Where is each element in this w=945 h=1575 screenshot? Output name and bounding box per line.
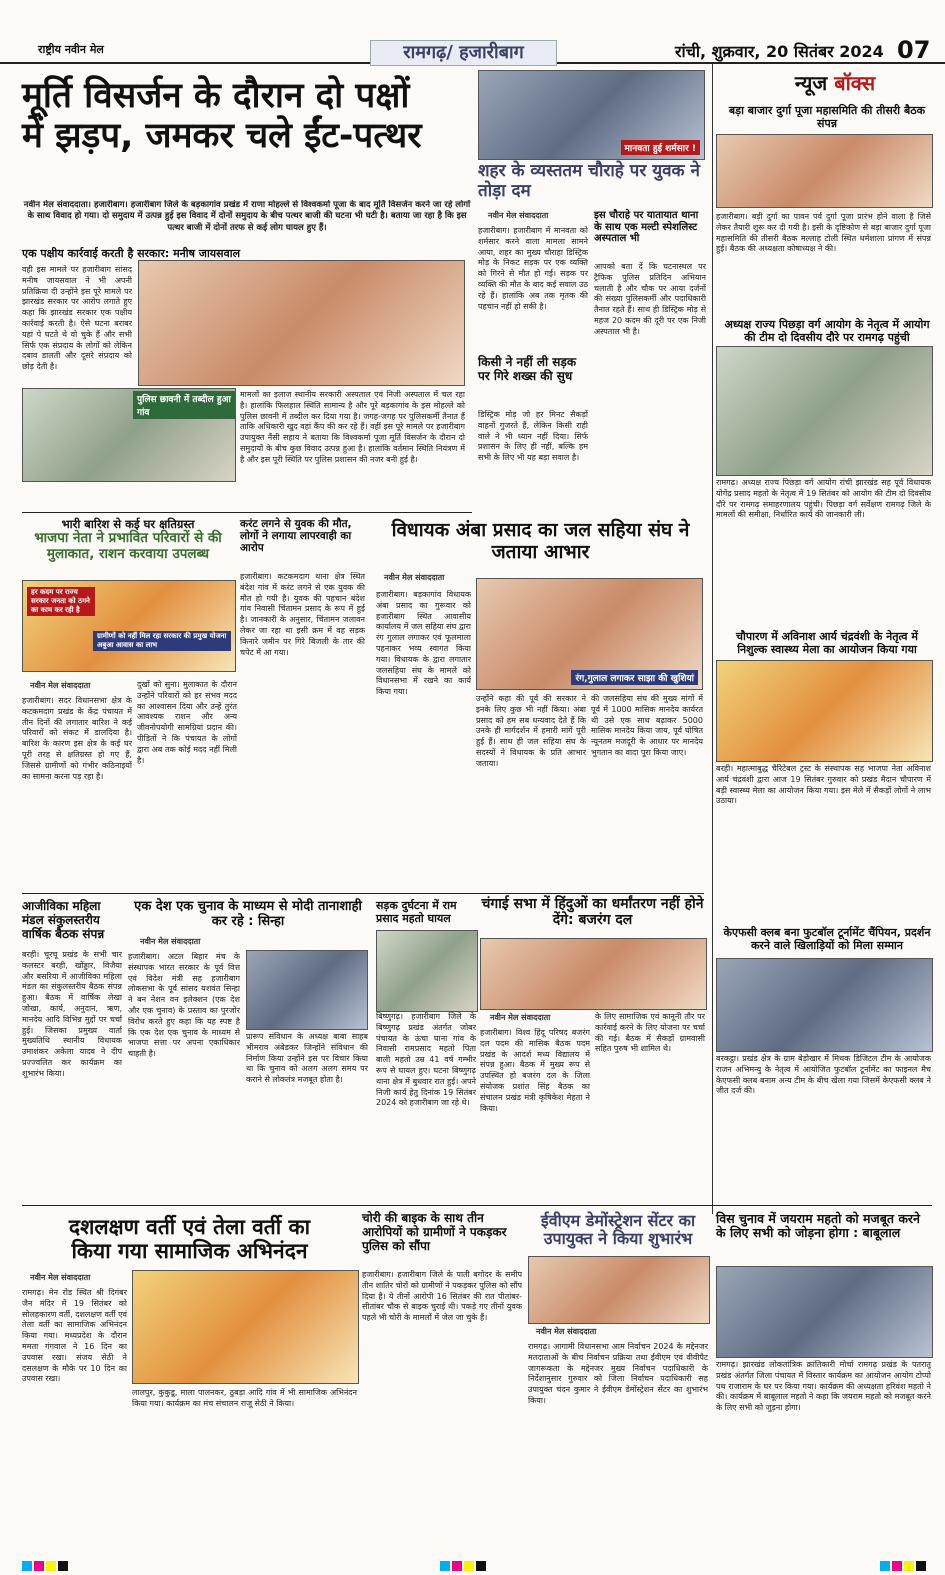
accident-body: बिष्णुगढ़। हजारीबाग जिले के बिष्णुगढ़ प्रखंड अंतर्गत जोबर पंचायत के ऊंचा घाना गांव के निवासी रामप्रसाद महतो पिता बाली महतो उम्र 41 वर्ष गम्भीर रूप से घायल हुए। घटना बिष्णुगढ़ थाना क्षेत्र में बुधवार रात हुई। अपने निजी कार्य हेतु दिनांक 19 सितंबर 2024 को हजारीबाग जा रहे थे।: [376, 1012, 476, 1108]
rain-inset2: ग्रामीणों को नहीं मिल रहा सरकार की प्रमुख योजना अबुआ आवास का लाभ: [93, 631, 231, 651]
bajrang-body: हजारीबाग। विश्व हिंदू परिषद बजरंग दल पदम की मासिक बैठक पदम प्रखंड के आदर्श मध्य विद्यालय में संपन्न हुआ। बैठक में मुख्य रूप से उपस्थित हो बजरंग दल के जिला संयोजक प्रशांत सिंह बैठक का संचालन प्रखंड मंत्री कृषिकेश मेहता ने किया।: [480, 1028, 590, 1113]
rain-headline[interactable]: [22, 518, 234, 562]
lead-headline-line1: मूर्ति विसर्जन के दौरान दो पक्षों: [22, 76, 410, 116]
news-item3-photo: [716, 660, 933, 762]
lead-intro: नवीन मेल संवाददाता। हजारीबाग। हजारीबाग जिले के बड़कागांव प्रखंड में राणा मोहल्ले से विश्वकर्मा पूजा के बाद मूर्ति विसर्जन करने जा रहे लोगों के साथ विवाद हो गया। दो समुदाय में उत्पन्न हुई इस विवाद में दोनों समुदाय के बीच पत्थर बाजी की घटना भी घटी है। बताया जा रहा है कि इस पत्थर बाजी में दोनों तरफ से कई लोग घायल हुए हैं।: [23, 200, 471, 233]
evm-headline[interactable]: ईवीएम डेमोंस्ट्रेशन सेंटर का उपायुक्त ने किया शुभारंभ: [540, 1211, 696, 1249]
bajrang-headline[interactable]: चंगाई सभा में हिंदुओं का धर्मांतरण नहीं होने देंगे: बजरंग दल: [481, 896, 704, 929]
rain-photo: [22, 580, 236, 672]
dashlakshan-headline[interactable]: [22, 1215, 357, 1263]
news-item2-body: रामगढ़। अध्यक्ष राज्य पिछड़ा वर्ग आयोग रांची झारखंड सह पूर्व विधायक योगेंद्र प्रसाद महतो के नेतृत्व में 19 सितंबर को आयोग की टीम दो दिवसीय दौरे पर रामगढ़ समाहरणालय पहुंची। पिछड़ा वर्ग सर्वेक्षण रामगढ़ जिले के मामलों की समीक्षा, निर्धारित कार्य की जानकारी ली।: [716, 478, 931, 520]
news-item1-photo: [716, 134, 933, 208]
sinha-body: हजारीबाग। अटल बिहार मंच के संस्थापक भारत सरकार के पूर्व वित्त एवं विदेश मंत्री सह हजारीबाग लोकसभा के पूर्व सांसद यशवंत सिन्हा ने बन नेशन वन इलेक्शन (एक देश और एक चुनाव) के प्रस्ताव का पुरजोर विरोध करते हुए कहा कि यह स्पष्ट है कि एक देश एक चुनाव के माध्यम से भाजपा सत्ता पर अपना एकाधिकार चाहती है।: [128, 952, 240, 1059]
dashlakshan-body: रामगढ़। मेन रोड स्थित श्री दिगंबर जैन मंदिर में 19 सितंबर को सोलहकारण वर्ती, दशलक्षण वर्ती एवं तेला वर्ती का सामाजिक अभिनंदन किया गया। मध्यप्रदेश के दौरान ममता गंगवाल ने 16 दिन का उपवास रखा। संजय सेठी ने दसलक्षण के मौके पर 10 दिन का उपवास रखा।: [22, 1288, 127, 1384]
lead-body2: मामलों का इलाज स्थानीय सरकारी अस्पताल एवं निजी अस्पताल में चल रहा है। हालांकि फिलहाल स्थिति सामान्य है और पूरे बड़कागांव के इस मोहल्ले को पुलिस छावनी में तब्दील कर दिया गया है। जगह-जगह पर पुलिसकर्मी तैनात हैं ताकि अधिकारी खुद वहां कैंप की कर रहे हैं। वहीं इस पूरे मामले पर हजारीबाग उपायुक्त नैंसी सहाय ने बताया कि विश्वकर्मा पूजा मूर्ति विसर्जन के दौरान दो समुदायों के बीच कुछ विवाद उत्पन्न हुआ है। हालांकि वर्तमान स्थिति नियंत्रण में है और इस पूरी स्थिति पर पुलिस प्रशासन की नजर बनी हुई है।: [240, 390, 465, 464]
babulal-headline[interactable]: विस चुनाव में जयराम महतो को मजबूत करने के लिए सभी को जोड़ना होगा : बाबूलाल: [716, 1211, 920, 1241]
dashlakshan-photo: [132, 1270, 359, 1384]
bajrang-body-b: के लिए सामाजिक एवं कानूनी तौर पर कार्रवाई करने के लिए योजना पर चर्चा की गई। बैठक में सैकड़ों ग्रामवासी सहित पुरुष भी शामिल थे।: [595, 1012, 705, 1054]
news-box-title-b: बॉक्स: [834, 71, 876, 95]
rain-body-b: दुखों को सुना। मुलाकात के दौरान उन्होंने परिवारों को हर संभव मदद का आश्वासन दिया और उन्हें तुरंत आवश्यक राशन और अन्य जीवनोपयोगी सामग्रियां प्रदान की। पीड़ितों ने कि पंचायत के लोगों द्वारा अब तक कोई मदद नहीं मिली है।: [137, 680, 237, 765]
news-box-title: [740, 72, 930, 95]
bajrang-photo: [480, 938, 707, 1010]
center-byline: नवीन मेल संवाददाता: [488, 211, 549, 220]
news-item4-body: बरकट्ठा। प्रखंड क्षेत्र के ग्राम बेड़ोखार में मिथक डिजिटल टीम के आयोजक राजन अभिमन्यु के नेतृत्व में आयोजित फुटबॉल टूर्नामेंट का फाइनल मैच केएफसी क्लब बनाम अन्य टीम के बीच खेला गया जिसमें केएफसी क्लब ने जीत दर्ज की।: [716, 1054, 931, 1096]
center-sidebody: आपको बता दें कि घटनास्थल पर ट्रैफिक पुलिस प्रतिदिन अभियान चलाती है और चौक पर आया दर्जनों की संख्या पुलिसकर्मी और पदाधिकारी तैनात रहते हैं। साथ ही डिस्ट्रिक मोड़ से महज 20 कदम की दूरी पर एक निजी अस्पताल भी है।: [594, 262, 706, 336]
theft-body: हजारीबाग। हजारीबाग जिले के पाती बगोदर के समीप तीन शातिर चोरों को ग्रामीणों ने पकड़कर पुलिस को सौंप दिया है। ये तीनों आरोपी 16 सितंबर की रात पीतांबर-सीतांबर चौक से बाइक चुराई थी। पकड़े गए तीनों युवक पहले भी चोरी के मामलों में जेल जा चुके हैं।: [362, 1270, 522, 1323]
babulal-photo: [716, 1266, 933, 1358]
evm-photo: [528, 1256, 710, 1324]
center-sidehead: इस चौराहे पर यातायात थाना के साथ एक मल्टी स्पेशलिस्ट अस्पताल भी: [594, 210, 699, 244]
dateline: रांची, शुक्रवार, 20 सितंबर 2024: [675, 42, 884, 61]
mla-photo-caption: रंग,गुलाल लगाकर साझा की खुशियां: [571, 670, 698, 685]
lead-headline[interactable]: [22, 76, 472, 157]
lead-photo-caption: पुलिस छावनी में तब्दील हुआ गांव: [133, 391, 235, 419]
sinha-body-b: प्रारूप संविधान के अध्यक्ष बाबा साहब भीमराव अंबेडकर जिन्होंने संविधान की निर्माण किया उन्होंने इस पर विचार किया था कि चुनाव को अलग अलग समय पर कराने से लोकतंत्र मजबूत होता है।: [246, 1032, 368, 1085]
mla-photo: [476, 578, 703, 690]
mla-body-b: उन्होंने कहा की पूर्व की सरकार ने इनके लिए कुछ भी नहीं किया। अंबा प्रसाद को हम सब धन्यवाद देते हैं कि उनके ही मार्गदर्शन में हमारी मांगें पूरी हुई हैं। साथ ही जल सहिया संघ के सदस्यों ने विधायक के प्रति आभार जताया।: [476, 694, 586, 768]
bajrang-byline: नवीन मेल संवाददाता: [490, 1013, 551, 1022]
dashlakshan-headline-line1: दशलक्षण वर्ती एवं तेला वर्ती का: [68, 1215, 311, 1239]
page-number: 07: [897, 36, 931, 64]
sinha-photo: [246, 950, 368, 1030]
news-item1-head[interactable]: बड़ा बाजार दुर्गा पूजा महासमिति की तीसरी बैठक संपन्न: [728, 104, 926, 131]
dashlakshan-byline: नवीन मेल संवाददाता: [30, 1273, 91, 1282]
print-color-marks: [880, 1556, 928, 1575]
current-body: हजारीबाग। कटकमदाग थाना क्षेत्र स्थित बंदेश गांव में करंट लगने से एक युवक की मौत हो गयी है। युवक की पहचान बंदेश गांव निवासी चिंतामन प्रसाद के रूप में हुई है। जानकारी के अनुसार, चिंतामन जलावन लेकर जा रहा था इसी क्रम में वह सड़क किनारे जमीन पर गिरे बिजली के तार की चपेट में आ गया।: [240, 572, 365, 657]
evm-byline: नवीन मेल संवाददाता: [536, 1327, 597, 1336]
lead-photo-leaders: [138, 260, 465, 386]
column-rule: [712, 64, 713, 1214]
rain-headline-line2: भाजपा नेता ने प्रभावित परिवारों से की मुलाकात, राशन करवाया उपलब्ध: [34, 530, 222, 562]
section-tab[interactable]: रामगढ़/ हजारीबाग: [370, 40, 557, 66]
print-color-marks: [440, 1556, 488, 1575]
news-item4-head[interactable]: केएफसी क्लब बना फुटबॉल टूर्नामेंट चैंपियन, प्रदर्शन करने वाले खिलाड़ियों को मिला सम्मान: [723, 926, 931, 953]
news-item3-head[interactable]: चौपारण में अविनाश आर्य चंद्रवंशी के नेतृत्व में निशुल्क स्वास्थ्य मेला का आयोजन किया गया: [736, 630, 918, 657]
mla-body-c: की जलसहिया संघ की मुख्य मांगों में पूर्व में 1000 मासिक मानदेय कार्यरत थी उसे एक साथ बढ़ाकर 5000 मासिक मानदेय किया जाय, पूर्व घोषित न्यूनतम मजदूरी के आधार पर मानदेय भुगतान का वादा पूरा किया जाए।: [591, 694, 703, 757]
aajeevika-body: बरही। चूरचू प्रखंड के सभी चार कलस्टर बरही, खोंड्डार, विजैया और बसरिया में आजीविका महिला मंडल का संकुलस्तरीय बैठक संपन्न हुआ। बैठक में वार्षिक लेखा जोखा, कार्य, अनुदान, ऋण, मानदेय आदि विभिन्न मुद्दों पर चर्चा हुई। जिसका प्रमुख्य वार्ता मुख्यतिथि स्थानीय विधायक उमाशंकर अकेला यादव ने दीप प्रज्ज्वलित कर कार्यक्रम का शुभारंभ किया।: [22, 950, 122, 1078]
news-box-title-a: न्यूज: [794, 71, 835, 95]
mla-byline: नवीन मेल संवाददाता: [384, 573, 445, 582]
news-item3-body: बरही। महात्माबुद्ध चैरिटेबल ट्रस्ट के संस्थापक सह भाजपा नेता अविनाश आर्य चंद्रवंशी द्वारा आज 19 सितंबर गुरुवार को प्रखंड मैदान चौपारण में बड़ी स्वास्थ्य मेला का आयोजन किया गया। इस मेले में सैकड़ों लोगों ने लाभ उठाया।: [716, 764, 931, 806]
mla-headline[interactable]: विधायक अंबा प्रसाद का जल सहिया संघ ने जताया आभार: [391, 519, 690, 563]
center-headline[interactable]: शहर के व्यस्ततम चौराहे पर युवक ने तोड़ा दम: [478, 161, 700, 201]
theft-headline[interactable]: चोरी की बाइक के साथ तीन आरोपियों को ग्रामीणों ने पकड़कर पुलिस को सौंपा: [362, 1211, 507, 1253]
lead-body1: वही इस मामले पर हजारीबाग सांसद मनीष जायसवाल ने भी अपनी प्रतिक्रिया दी उन्होंने इस पूरे मामले पर झारखंड सरकार पर आरोप लगाते हुए कहा कि झारखंड सरकार एक पक्षीय कार्रवाई करती है। ऐसे घटना बराबर यहां पे घटते थे वो चुके हैं और सभी सिर्फ एक संप्रदाय के लोगों को लेकिन दबाव डालती और दूसरे संप्रदाय को छोड़ देती है।: [22, 265, 132, 372]
center-photo: [478, 70, 705, 160]
evm-body: रामगढ़। आगामी विधानसभा आम निर्वाचन 2024 के मद्देनजर मतदाताओं के बीच निर्वाचन प्रक्रिया तथा ईवीएम एवं वीवीपैट जागरूकता के मद्देनजर मुख्य निर्वाचन पदाधिकारी के निर्देशानुसार गुरुवार को जिला निर्वाचन पदाधिकारी सह उपायुक्त चंदन कुमार ने ईवीएम डेमोंस्ट्रेशन सेंटर का शुभारंभ किया।: [528, 1342, 708, 1405]
divider: [22, 893, 704, 894]
brand-name: राष्ट्रीय नवीन मेल: [38, 43, 104, 56]
center-body2: डिस्ट्रिक मोड़ जो हर मिनट सैकड़ों वाहनों गुजरते हैं, लेकिन किसी राही वाले ने भी ध्यान नहीं दिया। सिर्फ प्रशासन के लिए ही नहीं, बल्कि हम सभी के लिए भी यह बड़ा सवाल है।: [478, 410, 588, 463]
babulal-body: रामगढ़। झारखंड लोकतांत्रिक क्रांतिकारी मोर्चा रामगढ़ प्रखंड के पतरातू प्रखंड अंतर्गत जिला पंचायत में विस्तार कार्यक्रम का आयोजन आयोग टोप्पो पथ राजाराम के घर पर किया गया। कार्यक्रम की अध्यक्षता हरिवंश महतो ने की। कार्यक्रम में बाबूलाल महतो ने कहा कि जयराम महतो को मजबूत करने के लिए सभी को जुड़ना होगा।: [716, 1360, 931, 1413]
lead-photo-police: [22, 388, 236, 482]
center-subhead: किसी ने नहीं ली सड़क पर गिरे शख्स की सुध: [478, 355, 577, 383]
rain-body: हजारीबाग। सदर विधानसभा क्षेत्र के कटकमदाग प्रखंड के केंद्र पंचायत में तीन दिनों की लगातार बारिश ने कई परिवारों को संकट में डालदिया है। बारिश के कारण इस क्षेत्र के कई घर पूरी तरह से क्षतिग्रस्त हो गए हैं, जिससे ग्रामीणों को गंभीर कठिनाइयों का सामना करना पड़ रहा है।: [22, 696, 132, 781]
divider: [22, 512, 472, 513]
news-item2-photo: [716, 346, 933, 476]
dashlakshan-headline-line2: किया गया सामाजिक अभिनंदन: [71, 1239, 308, 1264]
current-headline[interactable]: करंट लगने से युवक की मौत, लोगों ने लगाया लापरवाही का आरोप: [240, 518, 352, 555]
news-item1-body: हजारीबाग। बड़ी दुर्गा का पावन पर्व दुर्गा पूजा प्रारंभ होने वाला है जिसे लेकर तैयारी शुरू कर दी गयी है। इसी के दृष्टिकोण से बड़ा बाजार दुर्गा पूजा महासमिति की तीसरी बैठक मल्लाह टोली स्थित धर्मशाला प्रांगण में संपन्न हुई। बैठक की अध्यक्षता कोषाध्यक्ष ने की।: [716, 212, 931, 254]
sinha-headline[interactable]: एक देश एक चुनाव के माध्यम से मोदी तानाशाही कर रहे : सिन्हा: [134, 899, 362, 929]
center-photo-caption: मानवता हुई शर्मसार !: [621, 140, 700, 155]
accident-headline[interactable]: सड़क दुर्घटना में राम प्रसाद महतो घायल: [376, 899, 457, 925]
mla-body: हजारीबाग। बड़कागांव विधायक अंबा प्रसाद का गुरूवार को हजारीबाग स्थित आवासीय कार्यालय में जल सहिया संघ द्वारा रंग गुलाल लगाकर एवं फूलमाला पहनाकर भव्य स्वागत किया गया। विधायक के द्वारा लगातार जलसहिया संघ के मामले को विधानसभा में रखने का कार्य किया गया।: [376, 590, 471, 697]
divider: [22, 1205, 932, 1206]
lead-subhead: एक पक्षीय कार्रवाई करती है सरकार: मनीष जायसवाल: [22, 247, 241, 260]
dashlakshan-body-b: लालपुर, कुकुडू, माला पालनकर, ठुबड़ा आदि गांव में भी सामाजिक अभिनंदन किया गया। कार्यक्रम का मंच संचालन राजू सेठी ने किया।: [132, 1388, 357, 1408]
sinha-byline: नवीन मेल संवाददाता: [140, 937, 201, 946]
center-body: हजारीबाग। हजारीबाग में मानवता को शर्मसार करने वाला मामला सामने आया, शहर का मुख्य चौराहा डिस्ट्रिक मोड़ के निकट सड़क पर एक व्यक्ति को गिरने से मौत हो गई। सड़क पर व्यक्ति की मौत के बाद कई सवाल उठ रहे हैं। हालांकि अब तक मृतक की पहचान नहीं हो सकी है।: [478, 226, 588, 311]
rain-headline-line1: भारी बारिश से कई घर क्षतिग्रस्त: [61, 517, 195, 531]
print-color-marks: [22, 1556, 70, 1575]
rain-byline: नवीन मेल संवाददाता: [30, 681, 91, 690]
accident-photo: [376, 930, 478, 1012]
rain-inset1: हर कदम पर राज्य सरकार जनता को ठगने का काम कर रही है: [27, 587, 95, 616]
aajeevika-headline[interactable]: आजीविका महिला मंडल संकुलस्तरीय वार्षिक बैठक संपन्न: [22, 899, 105, 941]
news-item4-photo: [716, 958, 933, 1052]
lead-headline-line2: में झड़प, जमकर चले ईंट-पत्थर: [22, 116, 422, 157]
news-item2-head[interactable]: अध्यक्ष राज्य पिछड़ा वर्ग आयोग के नेतृत्व में आयोग की टीम दो दिवसीय दौरे पर रामगढ़ पहुंची: [724, 318, 930, 345]
